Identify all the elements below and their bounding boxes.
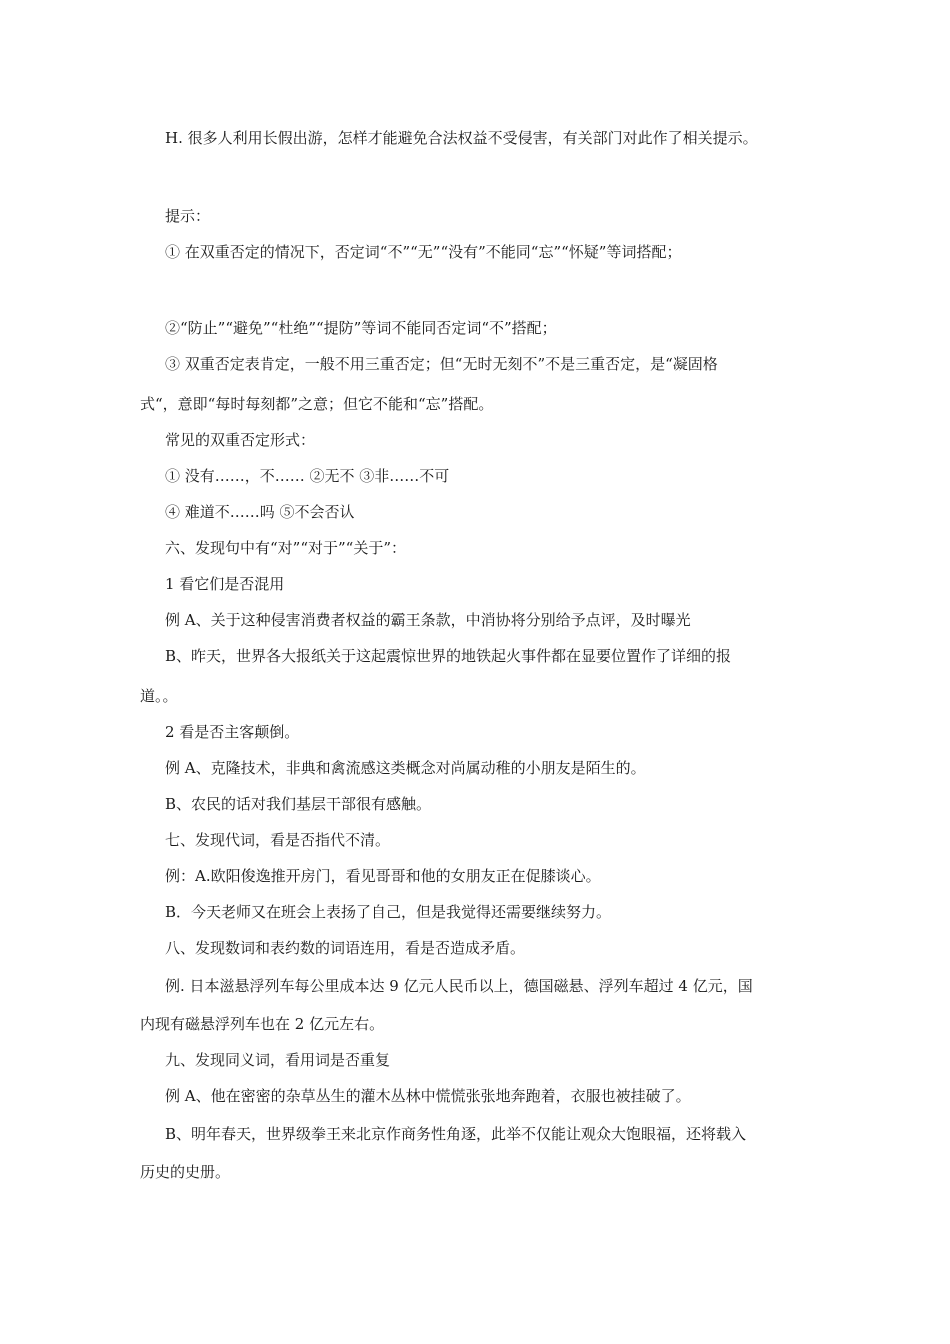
section-6-example-a: 例 A、关于这种侵害消费者权益的霸王条款，中消协将分别给予点评，及时曝光 — [165, 611, 691, 629]
common-forms-heading: 常见的双重否定形式： — [165, 431, 316, 449]
section-6-point-2: 2 看是否主客颠倒。 — [165, 723, 300, 741]
section-8-example-cont: 内现有磁悬浮列车也在 2 亿元左右。 — [140, 1015, 385, 1033]
section-9-heading: 九、发现同义词，看用词是否重复 — [165, 1051, 391, 1069]
hint-item-2: ②“防止”“避免”“杜绝”“提防”等词不能同否定词“不”搭配； — [165, 319, 557, 337]
section-6-point-1: 1 看它们是否混用 — [165, 575, 285, 593]
section-6-heading: 六、发现句中有“对”“对于”“关于”： — [165, 539, 407, 557]
common-forms-line-2: ④ 难道不……吗 ⑤不会否认 — [165, 503, 355, 521]
hint-item-3-cont: 式“，意即“每时每刻都”之意；但它不能和“忘”搭配。 — [140, 395, 494, 413]
section-9-example-b-cont: 历史的史册。 — [140, 1163, 231, 1181]
section-8-heading: 八、发现数词和表约数的词语连用，看是否造成矛盾。 — [165, 939, 526, 957]
section-6-example-b: B、昨天，世界各大报纸关于这起震惊世界的地铁起火事件都在显要位置作了详细的报 — [165, 647, 732, 665]
section-6-example-b-cont: 道。。 — [140, 687, 178, 705]
section-7-example-b: B．今天老师又在班会上表扬了自己，但是我觉得还需要继续努力。 — [165, 903, 612, 921]
hint-heading: 提示： — [165, 207, 211, 225]
common-forms-line-1: ① 没有……，不…… ②无不 ③非……不可 — [165, 467, 450, 485]
section-9-example-a: 例 A、他在密密的杂草丛生的灌木丛林中慌慌张张地奔跑着，衣服也被挂破了。 — [165, 1087, 691, 1105]
hint-item-1: ① 在双重否定的情况下，否定词“不”“无”“没有”不能同“忘”“怀疑”等词搭配； — [165, 243, 682, 261]
hint-item-3: ③ 双重否定表肯定，一般不用三重否定；但“无时无刻不”不是三重否定，是“凝固格 — [165, 355, 718, 373]
text-line-H: H. 很多人利用长假出游，怎样才能避免合法权益不受侵害，有关部门对此作了相关提示。 — [165, 129, 758, 147]
section-9-example-b: B、明年春天，世界级拳王来北京作商务性角逐，此举不仅能让观众大饱眼福，还将载入 — [165, 1125, 747, 1143]
section-8-example: 例. 日本滋悬浮列车每公里成本达 9 亿元人民币以上，德国磁悬、浮列车超过 4 亿元，国 — [165, 977, 753, 995]
section-7-example-a: 例：A.欧阳俊逸推开房门，看见哥哥和他的女朋友正在促膝谈心。 — [165, 867, 601, 885]
section-7-heading: 七、发现代词，看是否指代不清。 — [165, 831, 391, 849]
section-6-example-2b: B、农民的话对我们基层干部很有感触。 — [165, 795, 432, 813]
section-6-example-2a: 例 A、克隆技术，非典和禽流感这类概念对尚属动稚的小朋友是陌生的。 — [165, 759, 646, 777]
